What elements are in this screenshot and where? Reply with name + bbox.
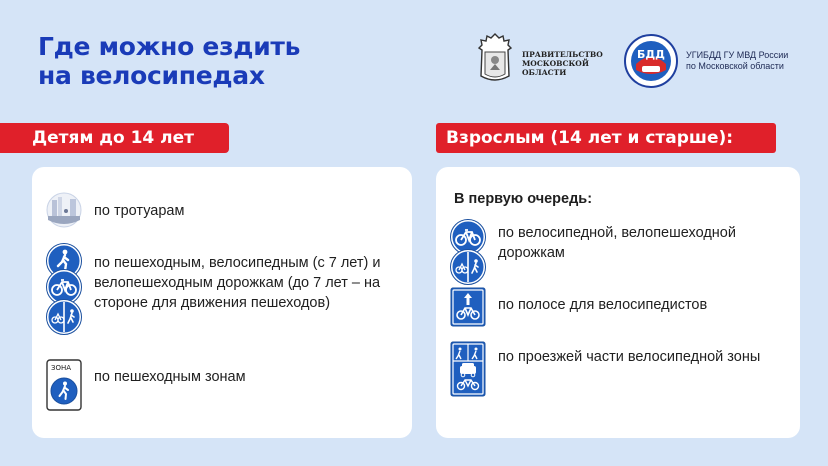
title-line-1: Где можно ездить [38, 32, 301, 61]
coat-of-arms-icon [476, 32, 514, 84]
gov-text-line: ПРАВИТЕЛЬСТВО [522, 50, 603, 59]
traffic-police-logo [624, 34, 804, 90]
title-line-2: на велосипедах [38, 61, 265, 90]
children-card [32, 167, 412, 438]
list-item-text: по полосе для велосипедистов [498, 297, 708, 313]
bicycle-lane-sign-icon [450, 287, 486, 327]
bdd-badge-icon [624, 34, 678, 88]
subheading: В первую очередь: [454, 191, 593, 207]
list-item-text: по проезжей части велосипедной зоны [498, 349, 761, 365]
moscow-region-government-logo [476, 32, 606, 88]
zone-sign-label: ЗОНА [51, 364, 72, 372]
pedestrian-zone-sign-icon [46, 359, 82, 411]
gov-text-line: ОБЛАСТИ [522, 68, 567, 77]
shared-path-sign-icon [450, 249, 486, 285]
sidewalk-photo-icon [46, 192, 82, 228]
list-item-text: по пешеходным, велосипедным (с 7 лет) и велопешеходным дорожкам (до 7 лет – на стороне для движения пешеходов) [94, 255, 381, 311]
bdd-text-line: по Московской области [686, 61, 784, 71]
traffic-police-name [686, 50, 806, 72]
page-title [38, 32, 378, 90]
list-item-text: по пешеходным зонам [94, 369, 246, 385]
government-name [522, 50, 606, 77]
children-tag: Детям до 14 лет [0, 123, 229, 153]
bicycle-zone-sign-icon [450, 341, 486, 397]
shared-path-sign-icon [46, 299, 82, 335]
adults-card [436, 167, 800, 438]
bdd-text-line: УГИБДД ГУ МВД России [686, 50, 789, 60]
bdd-badge-text: БДД [637, 48, 665, 61]
list-item-text: по тротуарам [94, 203, 185, 219]
gov-text-line: МОСКОВСКОЙ [522, 59, 589, 68]
adults-tag: Взрослым (14 лет и старше): [436, 123, 776, 153]
list-item-text: по велосипедной, велопешеходной дорожкам [498, 225, 736, 261]
